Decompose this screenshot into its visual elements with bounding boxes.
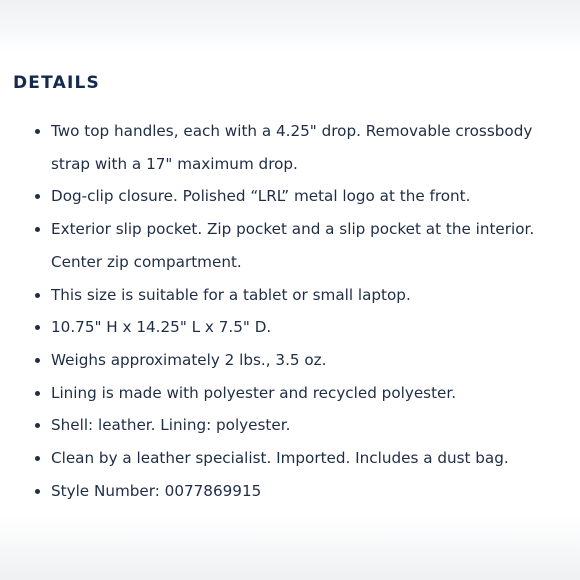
list-item-text: 10.75" H x 14.25" L x 7.5" D. — [51, 318, 272, 337]
bottom-shadow — [0, 516, 580, 580]
list-item-text: Style Number: 0077869915 — [51, 481, 262, 500]
bullet-icon — [35, 423, 40, 428]
list-item — [13, 475, 573, 508]
list-item-text: Shell: leather. Lining: polyester. — [51, 416, 291, 435]
bullet-icon — [35, 227, 40, 232]
list-item-text: Exterior slip pocket. Zip pocket and a slip pocket at the interior. Center zip compartment. — [51, 220, 535, 271]
list-item — [13, 213, 573, 278]
list-item-text: Lining is made with polyester and recycled polyester. — [51, 383, 457, 402]
list-item-text: Dog-clip closure. Polished “LRL” metal logo at the front. — [51, 187, 471, 206]
list-item — [13, 115, 573, 180]
bullet-icon — [35, 391, 40, 396]
list-item — [13, 279, 573, 312]
details-section — [13, 72, 573, 507]
bullet-icon — [35, 325, 40, 330]
list-item-text: Weighs approximately 2 lbs., 3.5 oz. — [51, 350, 327, 369]
details-heading: DETAILS — [13, 73, 100, 93]
list-item — [13, 442, 573, 475]
list-item — [13, 409, 573, 442]
bullet-icon — [35, 194, 40, 199]
list-item — [13, 377, 573, 410]
bullet-icon — [35, 129, 40, 134]
list-item-text: Clean by a leather specialist. Imported. Includes a dust bag. — [51, 449, 509, 468]
list-item — [13, 344, 573, 377]
list-item-text: This size is suitable for a tablet or small laptop. — [51, 285, 411, 304]
bullet-icon — [35, 358, 40, 363]
list-item — [13, 180, 573, 213]
list-item — [13, 311, 573, 344]
list-item-text: Two top handles, each with a 4.25" drop. Removable crossbody strap with a 17" maximum drop. — [51, 122, 533, 173]
top-shadow — [0, 0, 580, 52]
details-list — [13, 115, 573, 507]
bullet-icon — [35, 293, 40, 298]
bullet-icon — [35, 456, 40, 461]
bullet-icon — [35, 489, 40, 494]
